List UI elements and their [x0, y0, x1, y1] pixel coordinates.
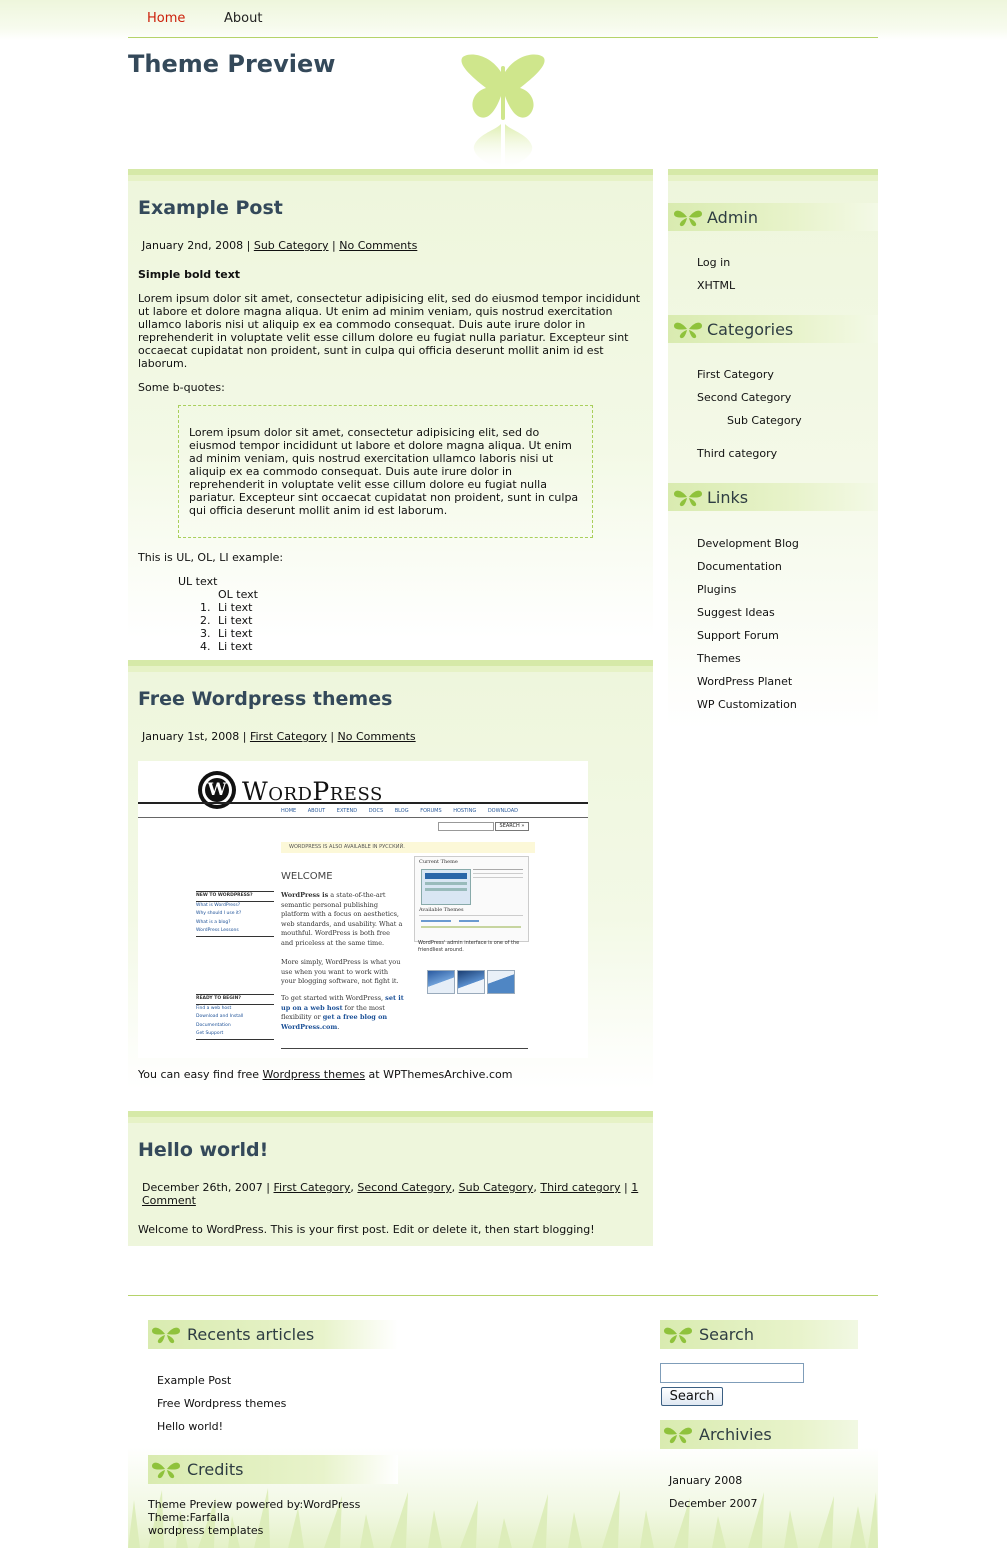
post-category-link[interactable]: Second Category	[357, 1181, 452, 1194]
list-item-text: Li text	[218, 614, 253, 627]
wp-new-link[interactable]: What is a blog?	[196, 919, 231, 925]
post-title[interactable]: Example Post	[138, 197, 283, 219]
post-category-link[interactable]: First Category	[249, 730, 327, 743]
meta-separator: ,	[350, 1181, 358, 1194]
meta-separator: |	[243, 239, 254, 252]
post-body	[138, 1223, 643, 1236]
wp-available-row	[419, 915, 523, 932]
wp-theme-thumb	[421, 869, 471, 905]
recent-article-link[interactable]: Free Wordpress themes	[157, 1397, 287, 1410]
meta-separator: |	[620, 1181, 632, 1194]
wp-current-theme-panel	[414, 856, 529, 942]
site-title[interactable]: Theme Preview	[128, 50, 336, 78]
leaf-icon	[672, 486, 704, 508]
paragraph: Lorem ipsum dolor sit amet, consectetur adipisicing elit, sed do eiusmod tempor incididunt ut labore et dolore magna aliqua. Ut enim ad minim veniam, quis nostrud exercitation ullamco laboris nisi ut aliquip ex ea commodo consequat. Duis aute irure dolor in reprehenderit in voluptate velit esse cillum dolore eu fugiat nulla pariatur. Excepteur sint occaecat cupidatat non proident, sunt in culpa qui officia deserunt mollit anim id est laborum.	[138, 292, 641, 370]
wp-ready-block	[196, 994, 274, 1040]
post-top-bar	[128, 1111, 653, 1129]
wp-intro	[281, 891, 404, 948]
widget-title: Admin	[707, 208, 758, 227]
sidebar-link[interactable]: WP Customization	[697, 698, 797, 711]
sidebar-category-link[interactable]: Sub Category	[727, 414, 802, 427]
archive-link[interactable]: December 2007	[669, 1497, 758, 1510]
leaf-icon	[672, 206, 704, 228]
footer-search-header	[660, 1320, 858, 1349]
meta-separator: |	[239, 730, 250, 743]
post-comments-link[interactable]: 1 Comment	[142, 1181, 639, 1207]
sidebar-category-link[interactable]: Second Category	[697, 391, 792, 404]
wp-footer-rule	[281, 1048, 528, 1049]
wp-new-link[interactable]: WordPress Lessons	[196, 927, 274, 937]
blockquote-text: Lorem ipsum dolor sit amet, consectetur adipisicing elit, sed do eiusmod tempor incididunt ut labore et dolore magna aliqua. Ut enim ad minim veniam, quis nostrud exercitation ullamco laboris nisi ut aliquip ex ea commodo consequat. Duis aute irure dolor in reprehenderit in voluptate velit esse cillum dolore eu fugiat nulla pariatur. Excepteur sint occaecat cupidatat non proident, sunt in culpa qui officia deserunt mollit anim id est laborum.	[189, 426, 579, 517]
wp-menu-item[interactable]: BLOG	[394, 808, 409, 814]
search-input[interactable]	[660, 1363, 804, 1383]
credits-text	[148, 1498, 360, 1537]
wp-thumb-c	[487, 970, 515, 994]
post-example	[128, 169, 653, 653]
bquote-intro: Some b-quotes:	[138, 381, 225, 394]
widget-title: Credits	[187, 1460, 244, 1479]
wp-theme-lines	[473, 869, 523, 870]
list-item	[178, 627, 643, 640]
nav-about[interactable]: About	[224, 11, 263, 26]
ul-item: UL text	[178, 575, 218, 588]
post-text: at WPThemesArchive.com	[365, 1068, 513, 1081]
widget-title: Categories	[707, 320, 794, 339]
wp-current-theme-label: Current Theme	[419, 859, 458, 865]
post-title[interactable]: Free Wordpress themes	[138, 688, 393, 710]
post-category-link[interactable]: Sub Category	[458, 1181, 534, 1194]
leaf-icon	[672, 318, 704, 340]
wp-intro-bold: WordPress is	[281, 891, 329, 899]
footer-credits-header	[148, 1455, 398, 1484]
meta-separator: |	[326, 730, 338, 743]
wp-new-head: NEW TO WORDPRESS?	[196, 891, 274, 902]
list-item	[178, 640, 643, 653]
wp-notice	[281, 842, 535, 853]
post-top-bar	[128, 169, 653, 187]
wp-logo-text: WordPress	[242, 777, 383, 806]
wp-welcome: WELCOME	[281, 871, 333, 882]
post-meta	[142, 239, 653, 252]
post-date: December 26th, 2007	[142, 1181, 263, 1194]
list-item-text: Li text	[218, 627, 253, 640]
footer-recent-header	[148, 1320, 398, 1349]
meta-separator: |	[328, 239, 340, 252]
list-number: 2.	[200, 614, 211, 627]
widget-title: Archivies	[699, 1425, 772, 1444]
leaf-icon	[662, 1323, 694, 1345]
list-number: 1.	[200, 601, 211, 614]
credits-line: wordpress templates	[148, 1524, 264, 1537]
post-title[interactable]: Hello world!	[138, 1139, 269, 1161]
leaf-icon	[150, 1323, 182, 1345]
wp-ready-link[interactable]: Get Support	[196, 1030, 274, 1040]
recent-article-link[interactable]: Example Post	[157, 1374, 232, 1387]
wp-menu-item[interactable]: HOME	[281, 808, 297, 814]
wp-menu-item[interactable]: DOWNLOAD	[487, 808, 519, 814]
post-text: Welcome to WordPress. This is your first post. Edit or delete it, then start blogging!	[138, 1223, 595, 1236]
widget-title: Search	[699, 1325, 754, 1344]
wp-available-themes-label: Available Themes	[419, 907, 464, 913]
wp-thumb-b	[457, 970, 485, 994]
list-item	[178, 614, 643, 627]
sidebar-link[interactable]: Development Blog	[697, 537, 799, 550]
wp-ready-link[interactable]: Find a web host	[196, 1005, 232, 1011]
wp-menu-item[interactable]: DOCS	[368, 808, 384, 814]
wp-new-link[interactable]: Why should I use it?	[196, 911, 242, 916]
widget-title: Recents articles	[187, 1325, 315, 1344]
wordpress-screenshot[interactable]	[138, 761, 588, 1058]
wp-intro-text: a state-of-the-art semantic personal publishing platform with a focus on aesthetics, web standards, and usability. What a mouthful. WordPress is both free and priceless at the same time.	[281, 891, 403, 947]
post-meta	[142, 730, 653, 743]
wp-start-text: .	[337, 1022, 340, 1031]
sidebar-link[interactable]: WordPress Planet	[697, 675, 793, 688]
post-hello-world	[128, 1111, 653, 1246]
sidebar-link[interactable]: Support Forum	[697, 629, 779, 642]
list-item-text: Li text	[218, 640, 253, 653]
wp-menu-rule	[138, 817, 588, 818]
wp-more: More simply, WordPress is what you use when you want to work with your blogging software, not fight it.	[281, 958, 401, 985]
post-comments-link[interactable]: No Comments	[339, 239, 418, 252]
sidebar-link[interactable]: Documentation	[697, 560, 782, 573]
sidebar-category-link[interactable]: Third category	[697, 447, 778, 460]
wp-new-link[interactable]: What is WordPress?	[196, 902, 241, 908]
wp-new-block	[196, 891, 274, 937]
post-free-themes	[128, 660, 653, 1090]
wp-ready-head: READY TO BEGIN?	[196, 994, 274, 1005]
recent-article-link[interactable]: Hello world!	[157, 1420, 224, 1433]
nav-home[interactable]: Home	[147, 11, 186, 26]
widget-admin-header	[668, 203, 878, 231]
meta-separator: |	[262, 1181, 274, 1194]
wp-header-rule	[138, 802, 588, 804]
sidebar-link[interactable]: Suggest Ideas	[697, 606, 775, 619]
post-body	[138, 1068, 512, 1081]
ordered-list	[200, 588, 643, 653]
wp-start-link[interactable]: set it up on a web host	[281, 994, 404, 1012]
wp-admin-caption: WordPress' admin interface is one of the friendliest around.	[418, 940, 520, 953]
list-item-text: Li text	[218, 601, 253, 614]
sidebar-link-login[interactable]: Log in	[697, 256, 731, 269]
wp-start-text: for the most flexibility or	[281, 1003, 385, 1021]
sidebar-category-link[interactable]: First Category	[697, 368, 774, 381]
wp-search-button[interactable]: SEARCH »	[495, 822, 529, 831]
list-number: 4.	[200, 640, 211, 653]
butterfly-icon	[458, 52, 548, 170]
leaf-icon	[662, 1423, 694, 1445]
bold-text: Simple bold text	[138, 268, 241, 281]
wp-menu-item[interactable]: EXTEND	[336, 808, 358, 814]
wp-menu-item[interactable]: HOSTING	[453, 808, 477, 814]
list-number: 3.	[200, 627, 211, 640]
wp-thumb-a	[427, 970, 455, 994]
wp-logo-icon: W	[198, 771, 236, 809]
post-date: January 2nd, 2008	[142, 239, 244, 252]
wp-menu-item[interactable]: FORUMS	[420, 808, 442, 814]
widget-categories-header	[668, 315, 878, 343]
top-nav	[128, 0, 878, 38]
wp-start-link[interactable]: get a free blog on WordPress.com	[281, 1013, 388, 1031]
widget-title: Links	[707, 488, 749, 507]
blockquote	[178, 405, 593, 538]
sidebar-top-bar	[668, 169, 878, 187]
meta-separator: ,	[451, 1181, 459, 1194]
list-intro: This is UL, OL, LI example:	[138, 551, 284, 564]
themes-link[interactable]: Wordpress themes	[262, 1068, 366, 1081]
wp-search-input[interactable]	[438, 822, 494, 831]
post-date: January 1st, 2008	[142, 730, 240, 743]
archive-link[interactable]: January 2008	[669, 1474, 743, 1487]
sidebar-link[interactable]: Plugins	[697, 583, 737, 596]
search-button[interactable]: Search	[661, 1387, 723, 1406]
wp-menu	[281, 808, 518, 814]
sidebar	[668, 169, 878, 729]
ol-item: OL text	[218, 588, 258, 601]
list-item	[178, 601, 643, 614]
post-category-link[interactable]: Third category	[540, 1181, 621, 1194]
credits-line: Theme:Farfalla	[148, 1511, 230, 1524]
credits-line: Theme Preview powered by:WordPress	[148, 1498, 361, 1511]
widget-links-header	[668, 483, 878, 511]
wp-menu-item[interactable]: ABOUT	[307, 808, 326, 814]
post-text: You can easy find free	[138, 1068, 263, 1081]
post-meta	[142, 1181, 653, 1207]
post-top-bar	[128, 660, 653, 678]
post-comments-link[interactable]: No Comments	[337, 730, 416, 743]
unordered-list	[178, 575, 643, 653]
post-category-link[interactable]: Sub Category	[253, 239, 329, 252]
wp-ready-link[interactable]: Download and Install	[196, 1014, 244, 1019]
wp-start	[281, 994, 404, 1032]
wp-ready-link[interactable]: Documentation	[196, 1022, 231, 1028]
footer-archives-header	[660, 1420, 858, 1449]
wp-notice-text: WORDPRESS IS ALSO AVAILABLE IN РУССКИЙ.	[289, 844, 405, 850]
sidebar-link-xhtml[interactable]: XHTML	[697, 279, 736, 292]
post-body	[138, 268, 643, 653]
leaf-icon	[150, 1458, 182, 1480]
meta-separator: ,	[533, 1181, 541, 1194]
sidebar-link[interactable]: Themes	[697, 652, 741, 665]
wp-start-text: To get started with WordPress,	[281, 994, 386, 1002]
post-category-link[interactable]: First Category	[273, 1181, 351, 1194]
